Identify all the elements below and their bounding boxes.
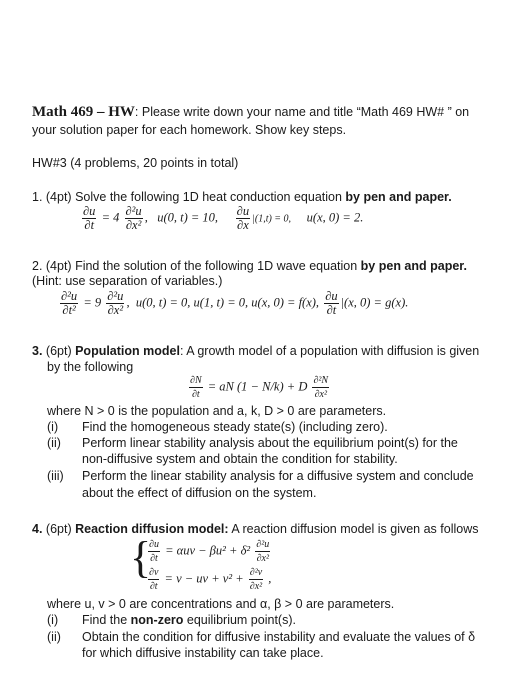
- problem-4-equation-1: $\frac{\partial u}{\partial t}$ = αuv − βu² + δ² $\frac{\text{∂²u}}{\text{∂x²}}$: [149, 539, 270, 564]
- p3-item-mark-0: (i): [47, 420, 59, 434]
- problem-4-where: where u, v > 0 are concentrations and α, β > 0 are parameters.: [47, 597, 395, 611]
- p1-eq-part-3: u(x, 0) = 2.: [306, 210, 364, 225]
- problem-1-emph: by pen and paper.: [345, 190, 452, 204]
- problem-3-pts: (6pt): [42, 344, 76, 358]
- problem-1-lead: 1. (4pt) Solve the following 1D heat conduction equation: [32, 190, 346, 204]
- p1-eq-part-2: |(1,t) = 0,: [252, 213, 292, 225]
- p4-item-text-1: Obtain the condition for diffusive instability and evaluate the values of δ: [82, 630, 476, 644]
- hw-line: HW#3 (4 problems, 20 points in total): [32, 156, 239, 170]
- problem-4-num: 4.: [32, 522, 43, 536]
- title-line: [32, 104, 469, 121]
- problem-2-lead: 2. (4pt) Find the solution of the following 1D wave equation: [32, 259, 361, 273]
- p3-item-mark-1: (ii): [47, 436, 61, 450]
- problem-3-lead: : A growth model of a population with diffusion is given: [179, 344, 480, 358]
- p1-eq-part-0: = 4: [101, 210, 120, 225]
- problem-2-equation: $\frac{\text{∂²u}}{\text{∂t²}}$ = 9 $\frac{\text{∂²u}}{\text{∂x²}}$ , u(0, t) = 0, u(1, t) = 0, u(x, 0) = f(x), $\frac{\partial u}{\partial t}$ |(x, 0) = g(x).: [61, 289, 409, 317]
- p2-eq-part-3: |(x, 0) = g(x).: [340, 295, 409, 310]
- p3-item-text-1b: non-diffusive system and obtain the condition for stability.: [82, 452, 398, 466]
- problem-4-lead: A reaction diffusion model is given as follows: [228, 522, 479, 536]
- problem-4-statement: [32, 522, 479, 537]
- problem-4-equation-2: $\frac{\partial v}{\partial t}$ = v − uv + v² + $\frac{\text{∂²v}}{\text{∂x²}}$ ,: [149, 567, 272, 592]
- p4-item-mark-0: (i): [47, 613, 59, 627]
- problem-3-statement: [32, 344, 479, 359]
- p4-item-0-post: equilibrium point(s).: [183, 613, 296, 627]
- p4-item-text-0: [82, 613, 296, 628]
- p4-item-text-1b: for which diffusive instability can take place.: [82, 646, 324, 660]
- p4-item-0-emph: non-zero: [130, 613, 184, 627]
- p3-eq: = aN (1 − N/k) + D: [207, 379, 308, 394]
- problem-1-equation: $\frac{\partial u}{\partial t}$ = 4 $\frac{\text{∂²u}}{\text{∂x²}}$ , u(0, t) = 10, $\frac{\partial u}{\partial x}$ |(1,t) = 0, u(x, 0) = 2.: [83, 204, 364, 232]
- p3-item-text-2: Perform the linear stability analysis for a diffusive system and conclude: [82, 469, 474, 483]
- p2-eq-part-0: = 9: [83, 295, 102, 310]
- p2-eq-part-1: ,: [126, 295, 130, 310]
- problem-3-num: 3.: [32, 344, 43, 358]
- problem-1-statement: [32, 190, 452, 205]
- p2-eq-part-2: u(0, t) = 0, u(1, t) = 0, u(x, 0) = f(x),: [135, 295, 320, 310]
- problem-3-lead-2: by the following: [47, 360, 134, 374]
- problem-4-pts: (6pt): [42, 522, 76, 536]
- problem-4-title: Reaction diffusion model:: [75, 522, 229, 536]
- p4-item-0-pre: Find the: [82, 613, 131, 627]
- problem-2-statement: [32, 259, 467, 274]
- problem-3-where: where N > 0 is the population and a, k, D > 0 are parameters.: [47, 404, 387, 418]
- p4-item-mark-1: (ii): [47, 630, 61, 644]
- p4-eq2: = v − uv + v² +: [164, 571, 244, 586]
- p3-item-text-2b: about the effect of diffusion on the system.: [82, 486, 317, 500]
- system-brace: {: [130, 533, 152, 582]
- problem-2-emph: by pen and paper.: [360, 259, 467, 273]
- problem-3-equation: $\frac{\partial N}{\partial t}$ = aN (1 − N/k) + D $\frac{\text{∂²N}}{\text{∂x²}}$: [190, 375, 329, 400]
- problem-2-hint: (Hint: use separation of variables.): [32, 274, 223, 288]
- p3-item-text-1: Perform linear stability analysis about the equilibrium point(s) for the: [82, 436, 458, 450]
- p3-item-text-0: Find the homogeneous steady state(s) (including zero).: [82, 420, 388, 434]
- instruction-text-2: your solution paper for each homework. Show key steps.: [32, 123, 347, 137]
- course-title: Math 469 – HW: [32, 104, 135, 120]
- p3-item-mark-2: (iii): [47, 469, 64, 483]
- p1-eq-part-1: u(0, t) = 10,: [157, 210, 219, 225]
- p4-eq1: = αuv − βu² + δ²: [165, 543, 251, 558]
- problem-3-title: Population model: [75, 344, 180, 358]
- instruction-text: : Please write down your name and title “Math 469 HW# ” on: [134, 105, 470, 119]
